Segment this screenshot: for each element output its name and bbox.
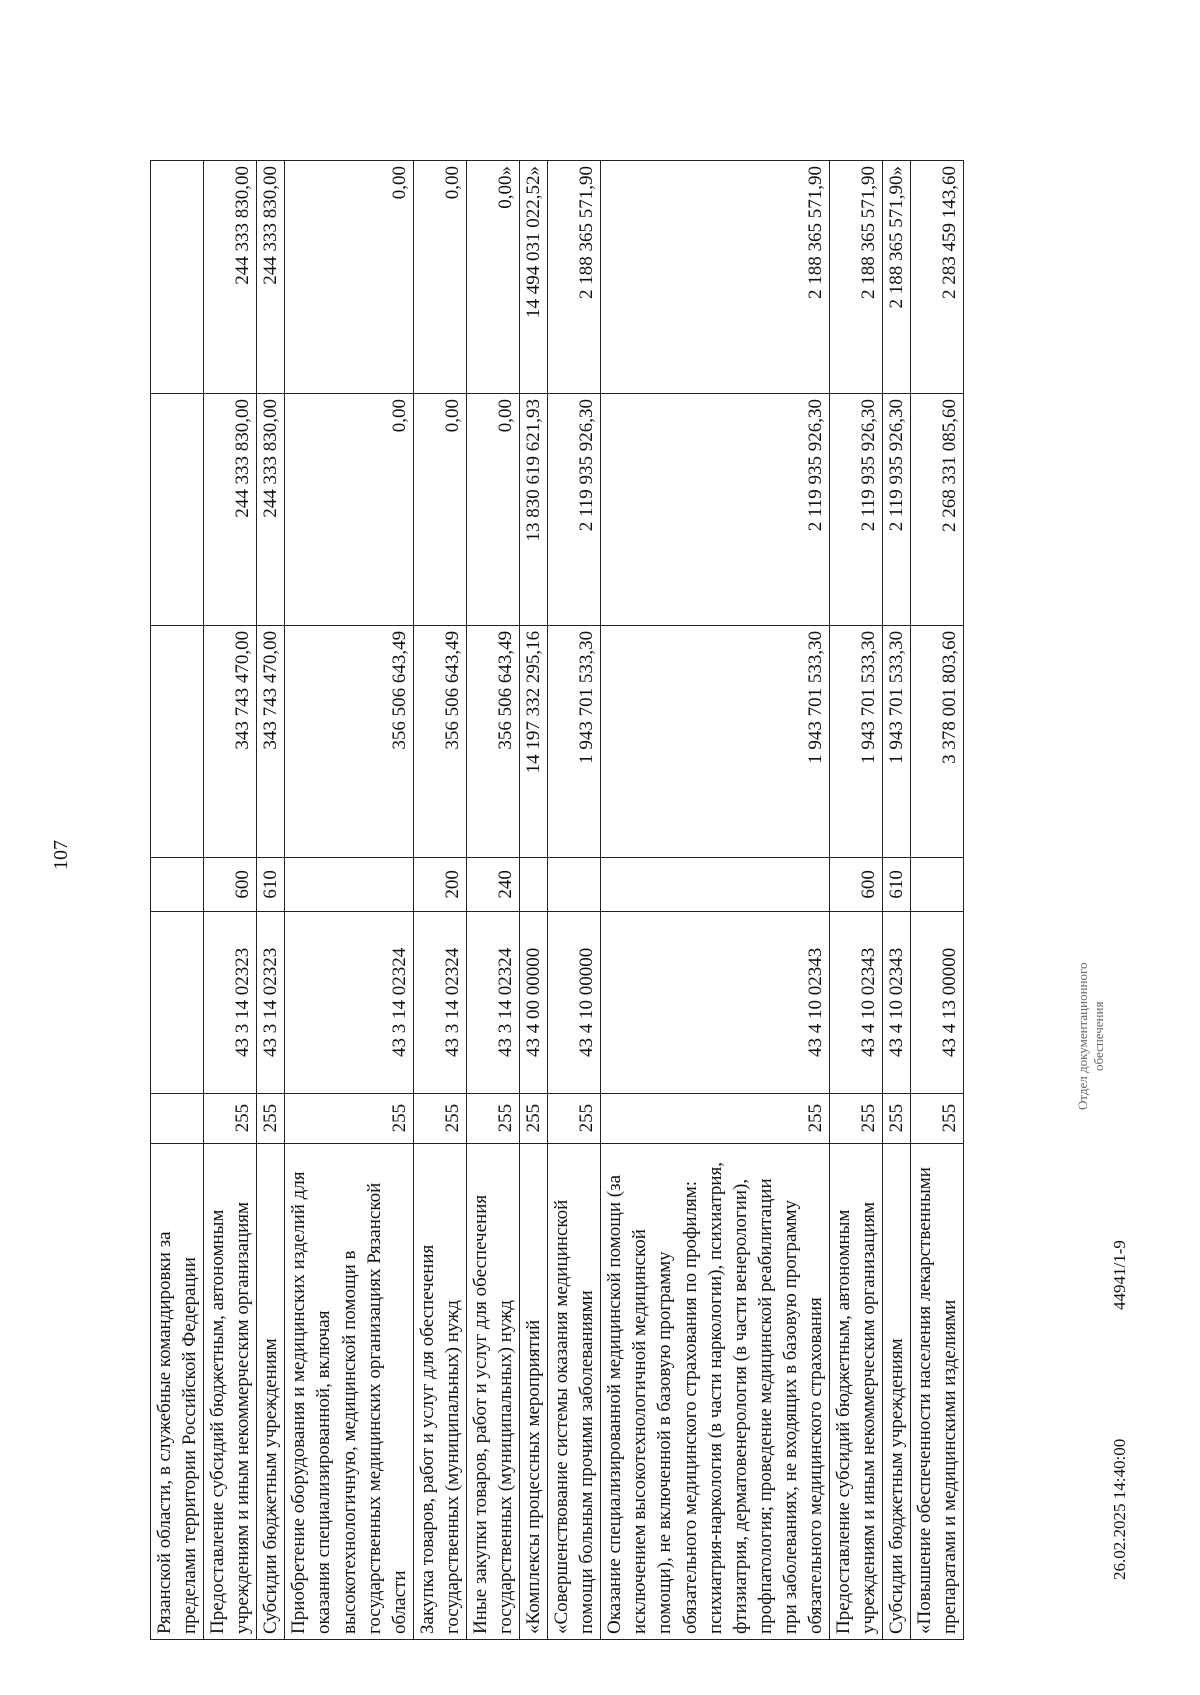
row-expense-type-cell — [548, 857, 601, 911]
row-name-cell: Приобретение оборудования и медицинских изделий для оказания специализированной, включая высокотехнологичную, медицинской помощи в государственных медицинских организациях Рязанской области — [285, 1143, 413, 1639]
table-row — [285, 161, 413, 1640]
row-expense-type-cell: 240 — [466, 857, 519, 911]
row-expense-type-cell — [285, 857, 413, 911]
row-target-article-cell: 43 4 10 02343 — [883, 912, 911, 1094]
row-amount-year3-cell: 244 333 830,00 — [257, 161, 285, 394]
document-footer — [1100, 160, 1130, 1640]
row-expense-type-cell — [520, 857, 548, 911]
row-target-article-cell: 43 3 14 02324 — [285, 912, 413, 1094]
row-name-cell: Предоставление субсидий бюджетным, автономным учреждениям и иным некоммерческим организациям — [204, 1143, 257, 1639]
row-name-cell: «Комплексы процессных мероприятий — [520, 1143, 548, 1639]
row-amount-year3-cell: 2 188 365 571,90 — [601, 161, 830, 394]
row-amount-year3-cell: 2 188 365 571,90 — [548, 161, 601, 394]
row-admin-code-cell: 255 — [830, 1093, 883, 1143]
table-row — [151, 161, 204, 1640]
row-name-cell: Закупка товаров, работ и услуг для обеспечения государственных (муниципальных) нужд — [413, 1143, 466, 1639]
row-amount-year1-cell: 1 943 701 533,30 — [548, 625, 601, 857]
row-amount-year3-cell: 2 188 365 571,90» — [883, 161, 911, 394]
row-amount-year2-cell: 2 119 935 926,30 — [883, 393, 911, 625]
table-row — [520, 161, 548, 1640]
row-admin-code-cell: 255 — [911, 1093, 964, 1143]
row-amount-year1-cell: 1 943 701 533,30 — [883, 625, 911, 857]
row-expense-type-cell: 600 — [830, 857, 883, 911]
row-amount-year2-cell: 0,00 — [466, 393, 519, 625]
row-amount-year1-cell: 14 197 332 295,16 — [520, 625, 548, 857]
row-admin-code-cell: 255 — [466, 1093, 519, 1143]
row-amount-year2-cell: 2 119 935 926,30 — [548, 393, 601, 625]
row-target-article-cell — [151, 912, 204, 1094]
row-amount-year2-cell: 13 830 619 621,93 — [520, 393, 548, 625]
row-amount-year1-cell: 343 743 470,00 — [204, 625, 257, 857]
row-target-article-cell: 43 4 10 02343 — [601, 912, 830, 1094]
row-expense-type-cell — [601, 857, 830, 911]
row-target-article-cell: 43 4 10 02343 — [830, 912, 883, 1094]
row-target-article-cell: 43 4 10 00000 — [548, 912, 601, 1094]
row-target-article-cell: 43 3 14 02323 — [204, 912, 257, 1094]
row-target-article-cell: 43 4 13 00000 — [911, 912, 964, 1094]
row-expense-type-cell: 610 — [257, 857, 285, 911]
row-amount-year1-cell: 356 506 643,49 — [413, 625, 466, 857]
table-row — [830, 161, 883, 1640]
row-amount-year3-cell: 2 188 365 571,90 — [830, 161, 883, 394]
footer-doc-number: 44941/1-9 — [1110, 1240, 1129, 1310]
row-admin-code-cell: 255 — [285, 1093, 413, 1143]
table-row — [548, 161, 601, 1640]
row-admin-code-cell: 255 — [601, 1093, 830, 1143]
stamp-line-1: Отдел документационного — [1075, 962, 1090, 1110]
row-name-cell: Рязанской области, в служебные командировки за пределами территории Российской Федерации — [151, 1143, 204, 1639]
row-admin-code-cell: 255 — [413, 1093, 466, 1143]
row-expense-type-cell — [151, 857, 204, 911]
row-amount-year2-cell: 0,00 — [285, 393, 413, 625]
row-admin-code-cell: 255 — [883, 1093, 911, 1143]
row-amount-year3-cell: 0,00 — [285, 161, 413, 394]
table-row — [413, 161, 466, 1640]
row-amount-year1-cell — [151, 625, 204, 857]
row-admin-code-cell: 255 — [520, 1093, 548, 1143]
row-target-article-cell: 43 4 00 00000 — [520, 912, 548, 1094]
row-amount-year1-cell: 356 506 643,49 — [466, 625, 519, 857]
row-name-cell: Оказание специализированной медицинской помощи (за исключением высокотехнологичной медицинской помощи), не включенной в базовую программу обязательного медицинского страхования по профилям: психиатрия-наркология (в части наркологии), психиатрия, фтизиатрия, дерматовенерология (в части венерологии), профпатология; проведение медицинской реабилитации при заболеваниях, не входящих в базовую программу обязательного медицинского страхования — [601, 1143, 830, 1639]
row-target-article-cell: 43 3 14 02323 — [257, 912, 285, 1094]
table-row — [204, 161, 257, 1640]
footer-date: 26.02.2025 14:40:00 — [1110, 1438, 1129, 1580]
row-name-cell: Иные закупки товаров, работ и услуг для обеспечения государственных (муниципальных) нужд — [466, 1143, 519, 1639]
row-expense-type-cell — [911, 857, 964, 911]
row-amount-year2-cell — [151, 393, 204, 625]
row-amount-year1-cell: 356 506 643,49 — [285, 625, 413, 857]
table-row — [601, 161, 830, 1640]
document-page — [0, 110, 1140, 1690]
row-admin-code-cell — [151, 1093, 204, 1143]
row-amount-year2-cell: 2 268 331 085,60 — [911, 393, 964, 625]
department-stamp — [1075, 963, 1106, 1111]
row-name-cell: Субсидии бюджетным учреждениям — [883, 1143, 911, 1639]
table-row — [883, 161, 911, 1640]
table-row — [257, 161, 285, 1640]
row-amount-year3-cell: 14 494 031 022,52» — [520, 161, 548, 394]
row-admin-code-cell: 255 — [204, 1093, 257, 1143]
row-amount-year2-cell: 2 119 935 926,30 — [601, 393, 830, 625]
row-amount-year1-cell: 1 943 701 533,30 — [830, 625, 883, 857]
row-amount-year2-cell: 2 119 935 926,30 — [830, 393, 883, 625]
table-row — [466, 161, 519, 1640]
table-row — [911, 161, 964, 1640]
row-amount-year3-cell: 244 333 830,00 — [204, 161, 257, 394]
row-expense-type-cell: 200 — [413, 857, 466, 911]
row-name-cell: Предоставление субсидий бюджетным, автономным учреждениям и иным некоммерческим организациям — [830, 1143, 883, 1639]
row-expense-type-cell: 600 — [204, 857, 257, 911]
row-amount-year3-cell — [151, 161, 204, 394]
row-amount-year3-cell: 2 283 459 143,60 — [911, 161, 964, 394]
row-admin-code-cell: 255 — [548, 1093, 601, 1143]
row-amount-year2-cell: 244 333 830,00 — [257, 393, 285, 625]
row-amount-year1-cell: 3 378 001 803,60 — [911, 625, 964, 857]
row-amount-year1-cell: 343 743 470,00 — [257, 625, 285, 857]
page-number: 107 — [50, 840, 72, 870]
row-name-cell: «Повышение обеспеченности населения лекарственными препаратами и медицинскими изделиями — [911, 1143, 964, 1639]
row-name-cell: Субсидии бюджетным учреждениям — [257, 1143, 285, 1639]
row-admin-code-cell: 255 — [257, 1093, 285, 1143]
row-amount-year2-cell: 0,00 — [413, 393, 466, 625]
row-amount-year3-cell: 0,00 — [413, 161, 466, 394]
row-target-article-cell: 43 3 14 02324 — [413, 912, 466, 1094]
row-amount-year3-cell: 0,00» — [466, 161, 519, 394]
row-amount-year1-cell: 1 943 701 533,30 — [601, 625, 830, 857]
budget-table — [150, 160, 964, 1640]
row-amount-year2-cell: 244 333 830,00 — [204, 393, 257, 625]
row-expense-type-cell: 610 — [883, 857, 911, 911]
row-name-cell: «Совершенствование системы оказания медицинской помощи больным прочими заболеваниями — [548, 1143, 601, 1639]
row-target-article-cell: 43 3 14 02324 — [466, 912, 519, 1094]
stamp-line-2: обеспечения — [1090, 1001, 1106, 1071]
